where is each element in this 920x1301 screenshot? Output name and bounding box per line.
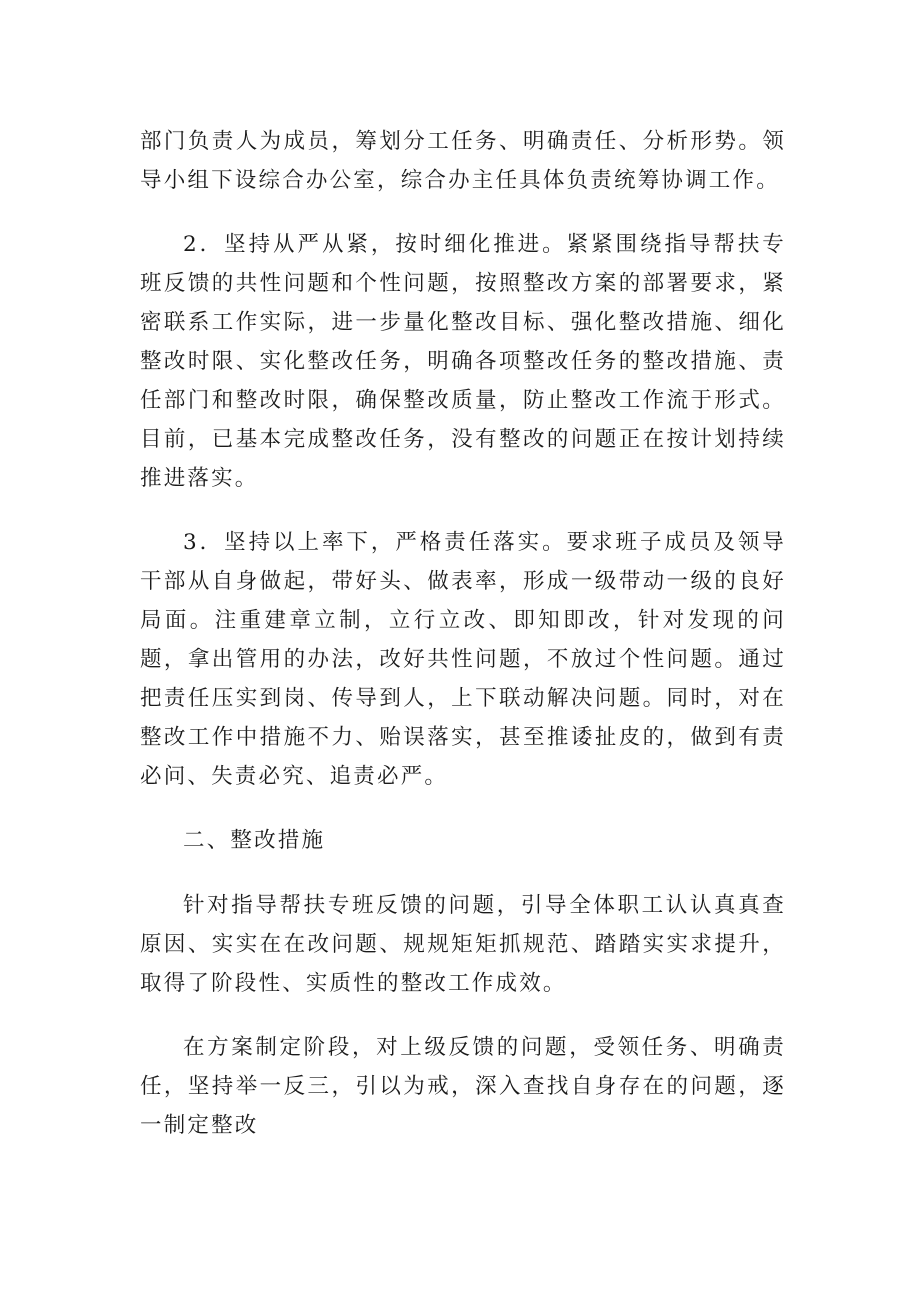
paragraph-continuation: 部门负责人为成员，筹划分工任务、明确责任、分析形势。领导小组下设综合办公室，综合办主任具体负责统筹协调工作。 bbox=[140, 129, 786, 193]
paragraph-plan-stage: 在方案制定阶段，对上级反馈的问题，受领任务、明确责任，坚持举一反三，引以为戒，深入查找自身存在的问题，逐一制定整改 bbox=[140, 1035, 786, 1138]
section-heading: 二、整改措施 bbox=[183, 828, 326, 853]
paragraph-item-2: 2．坚持从严从紧，按时细化推进。紧紧围绕指导帮扶专班反馈的共性问题和个性问题，按照整改方案的部署要求，紧密联系工作实际，进一步量化整改目标、强化整改措施、细化整改时限、实化整改任务，明确各项整改任务的整改措施、责任部门和整改时限，确保整改质量，防止整改工作流于形式。目前，已基本完成整改任务，没有整改的问题正在按计划持续推进落实。 bbox=[140, 232, 786, 491]
paragraph-intro: 针对指导帮扶专班反馈的问题，引导全体职工认认真真查原因、实实在在改问题、规规矩矩抓规范、踏踏实实求提升，取得了阶段性、实质性的整改工作成效。 bbox=[140, 893, 786, 996]
paragraph-item-3: 3．坚持以上率下，严格责任落实。要求班子成员及领导干部从自身做起，带好头、做表率，形成一级带动一级的良好局面。注重建章立制，立行立改、即知即改，针对发现的问题，拿出管用的办法，改好共性问题，不放过个性问题。通过把责任压实到岗、传导到人，上下联动解决问题。同时，对在整改工作中措施不力、贻误落实，甚至推诿扯皮的，做到有责必问、失责必究、追责必严。 bbox=[140, 530, 786, 789]
document-body bbox=[140, 122, 786, 1170]
